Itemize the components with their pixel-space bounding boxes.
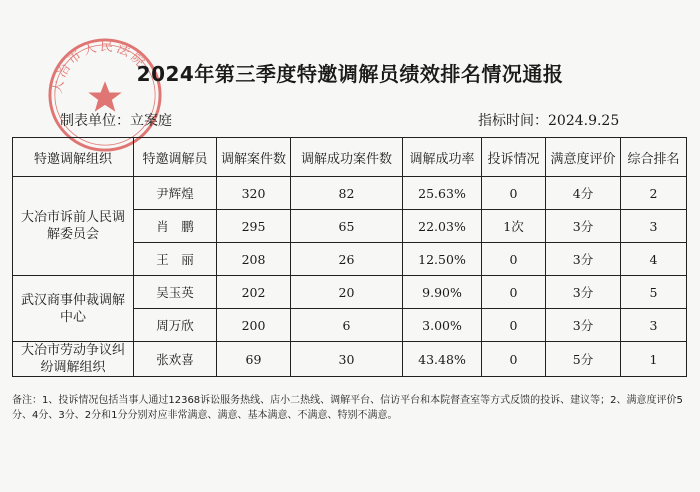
rank: 3 [621,309,687,342]
complaints: 1次 [482,210,546,243]
success-count: 26 [291,243,403,276]
table-row [13,177,687,210]
complaints: 0 [482,177,546,210]
table-row [13,276,687,309]
rank: 1 [621,342,687,377]
satisfaction: 5分 [546,342,621,377]
stats-date-label: 指标时间：2024.9.25 [478,113,620,129]
success-rate: 25.63% [403,177,482,210]
header-complaints: 投诉情况 [482,138,546,177]
success-count: 30 [291,342,403,377]
success-rate: 3.00% [403,309,482,342]
mediator-ranking-table [12,137,687,377]
cases-count: 320 [217,177,291,210]
mediator-name: 张欢喜 [134,342,217,377]
mediator-name: 肖 鹏 [134,210,217,243]
remarks-note: 备注：1、投诉情况包括当事人通过12368诉讼服务热线、店小二热线、调解平台、信访平台和本院督查室等方式反馈的投诉、建议等；2、满意度评价5分、4分、3分、2分和1分分别对应非常满意、满意、基本满意、不满意、特别不满意。 [12,395,683,421]
table-row [13,342,687,377]
cases-count: 202 [217,276,291,309]
success-count: 20 [291,276,403,309]
mediator-name: 周万欣 [134,309,217,342]
success-rate: 22.03% [403,210,482,243]
complaints: 0 [482,243,546,276]
header-success-rate: 调解成功率 [403,138,482,177]
success-count: 65 [291,210,403,243]
rank: 3 [621,210,687,243]
header-satisfaction: 满意度评价 [546,138,621,177]
success-rate: 43.48% [403,342,482,377]
mediator-name: 王 丽 [134,243,217,276]
org-cell: 大冶市诉前人民调解委员会 [13,177,134,276]
satisfaction: 4分 [546,177,621,210]
complaints: 0 [482,342,546,377]
success-count: 6 [291,309,403,342]
header-success-cases: 调解成功案件数 [291,138,403,177]
mediator-name: 尹辉煌 [134,177,217,210]
header-rank: 综合排名 [621,138,687,177]
issuer-label: 制表单位：立案庭 [60,113,172,129]
org-cell: 大冶市劳动争议纠纷调解组织 [13,342,134,377]
org-cell: 武汉商事仲裁调解中心 [13,276,134,342]
header-cases: 调解案件数 [217,138,291,177]
mediator-name: 吴玉英 [134,276,217,309]
complaints: 0 [482,276,546,309]
svg-text:大冶市人民法院: 大冶市人民法院 [50,39,150,95]
rank: 2 [621,177,687,210]
satisfaction: 3分 [546,276,621,309]
success-rate: 12.50% [403,243,482,276]
rank: 4 [621,243,687,276]
document-title: 2024年第三季度特邀调解员绩效排名情况通报 [136,62,564,86]
success-count: 82 [291,177,403,210]
satisfaction: 3分 [546,309,621,342]
header-mediator: 特邀调解员 [134,138,217,177]
cases-count: 200 [217,309,291,342]
complaints: 0 [482,309,546,342]
header-org: 特邀调解组织 [13,138,134,177]
satisfaction: 3分 [546,210,621,243]
table-header-row [13,138,687,177]
satisfaction: 3分 [546,243,621,276]
cases-count: 208 [217,243,291,276]
cases-count: 295 [217,210,291,243]
cases-count: 69 [217,342,291,377]
rank: 5 [621,276,687,309]
success-rate: 9.90% [403,276,482,309]
